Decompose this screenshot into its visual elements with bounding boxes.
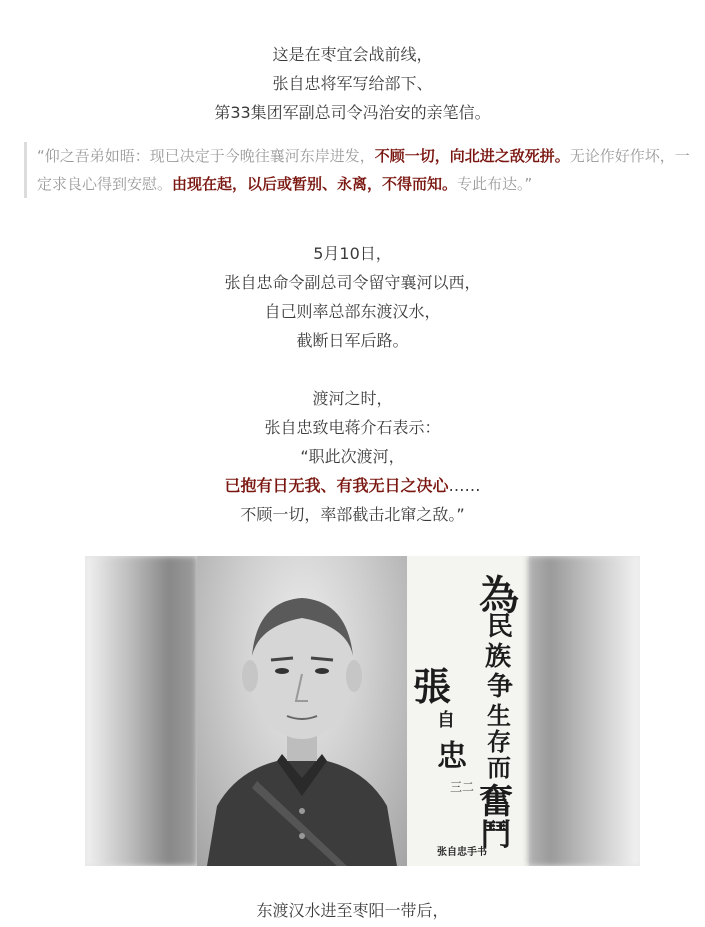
quote-text: 专此布达。” xyxy=(457,175,533,193)
quote-emphasis: 由现在起，以后或暂别、永离，不得而知。 xyxy=(172,175,458,193)
paragraph-line: 5月10日， xyxy=(313,244,392,263)
blurred-edge-left xyxy=(85,556,197,866)
intro-line: 张自忠将军写给部下、 xyxy=(272,74,433,93)
calligraphy-panel xyxy=(407,556,529,866)
calligraphy-char: 為 xyxy=(479,572,519,619)
paragraph-line: 张自忠致电蒋介石表示： xyxy=(264,418,441,437)
paragraph-line: 不顾一切，率部截击北窜之敌。” xyxy=(240,505,465,524)
portrait-figure-icon xyxy=(197,556,407,866)
paragraph-line xyxy=(0,471,705,500)
telegram-emphasis: 已抱有日无我、有我无日之决心 xyxy=(224,476,449,495)
paragraph-may-10 xyxy=(0,239,705,355)
signature-char: 張 xyxy=(413,664,452,709)
paragraph-line: “职此次渡河， xyxy=(300,447,405,466)
intro-line: 第33集团军副总司令冯治安的亲笔信。 xyxy=(214,103,491,122)
calligraphy-char: 存 xyxy=(487,727,511,756)
paragraph-line: 渡河之时， xyxy=(312,389,393,408)
paragraph-telegram xyxy=(0,384,705,529)
calligraphy-char: 争 xyxy=(487,672,514,702)
intro-line: 这是在枣宜会战前线， xyxy=(272,45,433,64)
calligraphy-char: 族 xyxy=(485,642,512,672)
portrait-photo xyxy=(85,556,640,866)
paragraph-line: 张自忠命令副总司令留守襄河以西， xyxy=(224,273,481,292)
intro-paragraph xyxy=(0,40,705,127)
date-mark: 三二 xyxy=(450,780,475,794)
quote-text: “仰之吾弟如晤：现已决定于今晚往襄河东岸进发， xyxy=(37,147,375,165)
calligraphy-char: 生 xyxy=(487,701,511,730)
blurred-edge-right xyxy=(528,556,640,866)
paragraph-zaoyang xyxy=(0,896,705,925)
quote-text: 无论作好作坏，一定求良心得到安慰。 xyxy=(37,147,690,193)
signature-char: 忠 xyxy=(437,739,467,774)
general-portrait xyxy=(197,556,407,866)
photo-caption: 张自忠手书 xyxy=(437,847,487,858)
paragraph-line: 截断日军后路。 xyxy=(296,331,409,350)
paragraph-line: 自己则率总部东渡汉水， xyxy=(264,302,441,321)
ellipsis: …… xyxy=(448,476,481,495)
signature-char: 自 xyxy=(437,710,455,731)
calligraphy-char: 奮 xyxy=(479,782,513,822)
calligraphy-char: 鬥 xyxy=(481,818,511,853)
letter-quote xyxy=(24,142,702,198)
quote-emphasis: 不顾一切，向北进之敌死拼。 xyxy=(374,147,570,165)
paragraph-line: 东渡汉水进至枣阳一带后， xyxy=(256,901,449,920)
calligraphy-char: 而 xyxy=(487,753,511,782)
calligraphy-char: 民 xyxy=(487,612,514,642)
